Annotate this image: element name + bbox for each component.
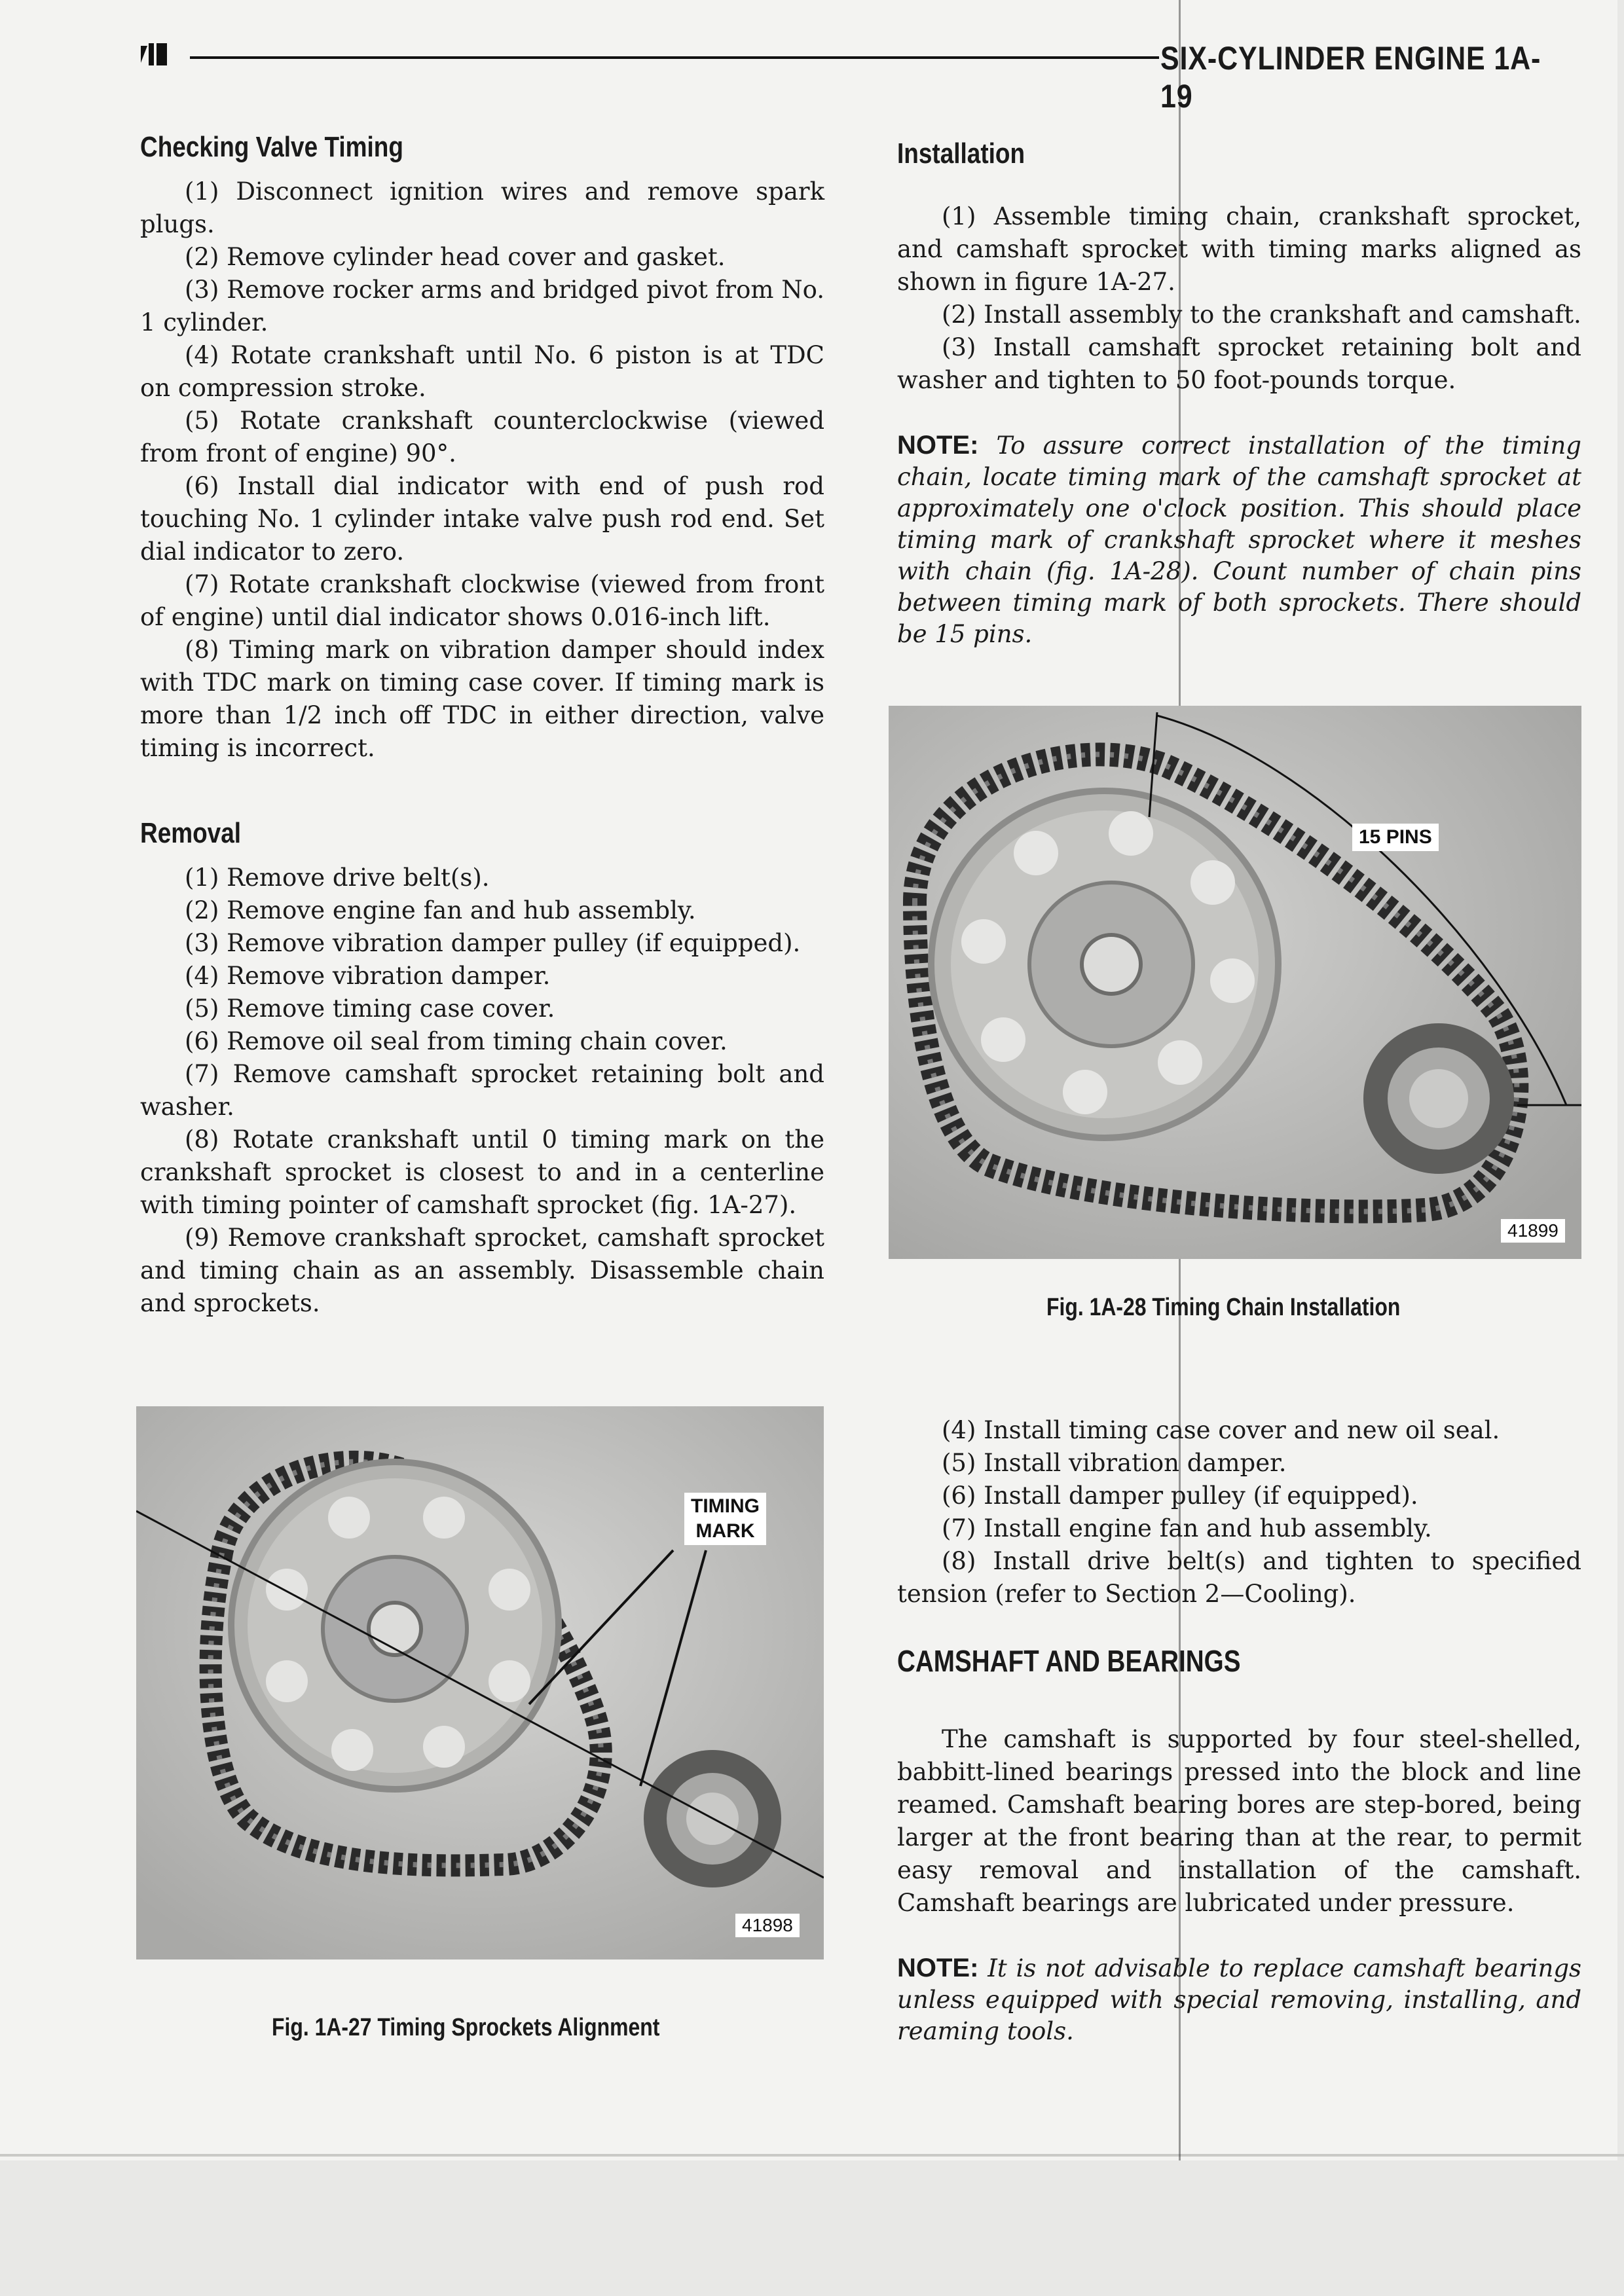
page-header-title: SIX-CYLINDER ENGINE 1A-19 bbox=[1160, 40, 1541, 115]
removal-step: (7) Remove camshaft sprocket retaining bolt and washer. bbox=[140, 1060, 824, 1121]
header-rule bbox=[190, 56, 1159, 59]
checking-step: (7) Rotate crankshaft clockwise (viewed from front of engine) until dial indicator shows 0.016-inch lift. bbox=[140, 570, 824, 631]
checking-step: (2) Remove cylinder head cover and gasket. bbox=[185, 243, 726, 271]
heading-removal: Removal bbox=[140, 817, 242, 849]
note-text: To assure correct installation of the timing chain, locate timing mark of the camshaft sprocket at approximately one o'clock position. This should place timing mark of crankshaft sprocket where it meshes with chain (fig. 1A-28). Count number of chain pins between timing mark of both sprockets. There should be 15 pins. bbox=[897, 431, 1581, 648]
callout-line: MARK bbox=[695, 1520, 755, 1542]
note-text: It is not advisable to replace camshaft bearings unless equipped with special removing, installing, and reaming tools. bbox=[897, 1954, 1581, 2045]
figure-number: 41899 bbox=[1501, 1219, 1565, 1243]
figure-timing-sprockets-alignment bbox=[136, 1406, 824, 1959]
installation-step: (8) Install drive belt(s) and tighten to specified tension (refer to Section 2—Cooling). bbox=[897, 1547, 1581, 1608]
callout-line: TIMING bbox=[691, 1495, 760, 1517]
left-column bbox=[140, 131, 824, 1320]
installation-step: (3) Install camshaft sprocket retaining bolt and washer and tighten to 50 foot-pounds torque. bbox=[897, 333, 1581, 394]
timing-note bbox=[897, 429, 1581, 650]
installation-step: (5) Install vibration damper. bbox=[942, 1449, 1287, 1477]
pin-count-callout: 15 PINS bbox=[1352, 824, 1439, 851]
camshaft-note bbox=[897, 1952, 1581, 2047]
checking-step: (4) Rotate crankshaft until No. 6 piston is at TDC on compression stroke. bbox=[140, 341, 824, 402]
note-label: NOTE: bbox=[897, 431, 979, 460]
figure-caption: Fig. 1A-27 Timing Sprockets Alignment bbox=[272, 2014, 660, 2041]
figure-caption: Fig. 1A-28 Timing Chain Installation bbox=[1046, 1294, 1401, 1321]
timing-sprockets-photo bbox=[136, 1406, 824, 1959]
checking-step: (3) Remove rocker arms and bridged pivot from No. 1 cylinder. bbox=[140, 276, 824, 337]
removal-step: (6) Remove oil seal from timing chain cover. bbox=[185, 1027, 728, 1055]
camshaft-paragraph: The camshaft is supported by four steel-shelled, babbitt-lined bearings pressed into the block and line reamed. Camshaft bearing bores are step-bored, being larger at the front bearing than at the rear, to permit easy removal and installation of the camshaft. Camshaft bearings are lubricated under pressure. bbox=[897, 1725, 1581, 1917]
note-label: NOTE: bbox=[897, 1954, 979, 1982]
checking-step: (6) Install dial indicator with end of push rod touching No. 1 cylinder intake valve push rod end. Set dial indicator to zero. bbox=[140, 472, 824, 566]
installation-step: (2) Install assembly to the crankshaft and camshaft. bbox=[942, 301, 1581, 329]
removal-step: (1) Remove drive belt(s). bbox=[185, 864, 490, 892]
removal-step: (2) Remove engine fan and hub assembly. bbox=[185, 896, 696, 924]
heading-installation: Installation bbox=[897, 137, 1025, 170]
heading-checking-valve-timing: Checking Valve Timing bbox=[140, 131, 403, 163]
timing-chain-photo bbox=[889, 706, 1581, 1259]
installation-step: (7) Install engine fan and hub assembly. bbox=[942, 1514, 1432, 1542]
removal-step: (9) Remove crankshaft sprocket, camshaft sprocket and timing chain as an assembly. Disassemble chain and sprockets. bbox=[140, 1224, 824, 1317]
checking-step: (1) Disconnect ignition wires and remove spark plugs. bbox=[140, 177, 824, 238]
right-column-lower bbox=[897, 1414, 1581, 2047]
checking-step: (8) Timing mark on vibration damper should index with TDC mark on timing case cover. If timing mark is more than 1/2 inch off TDC in either direction, valve timing is incorrect. bbox=[140, 636, 824, 762]
heading-camshaft-and-bearings: CAMSHAFT AND BEARINGS bbox=[897, 1644, 1241, 1678]
removal-step: (4) Remove vibration damper. bbox=[185, 962, 551, 990]
section-mark-icon bbox=[141, 41, 180, 67]
timing-mark-callout bbox=[684, 1493, 766, 1545]
checking-step: (5) Rotate crankshaft counterclockwise (viewed from front of engine) 90°. bbox=[140, 407, 824, 467]
removal-step: (5) Remove timing case cover. bbox=[185, 994, 555, 1023]
page-edge bbox=[0, 2154, 1624, 2157]
figure-timing-chain-installation bbox=[889, 706, 1581, 1259]
installation-step: (6) Install damper pulley (if equipped). bbox=[942, 1482, 1418, 1510]
removal-step: (8) Rotate crankshaft until 0 timing mark on the crankshaft sprocket is closest to and in a centerline with timing pointer of camshaft sprocket (fig. 1A-27). bbox=[140, 1125, 824, 1219]
removal-step: (3) Remove vibration damper pulley (if equipped). bbox=[185, 929, 801, 957]
installation-step: (4) Install timing case cover and new oil seal. bbox=[942, 1416, 1500, 1444]
figure-number: 41898 bbox=[735, 1914, 800, 1937]
right-column bbox=[897, 137, 1581, 650]
installation-step: (1) Assemble timing chain, crankshaft sprocket, and camshaft sprocket with timing marks aligned as shown in figure 1A-27. bbox=[897, 202, 1581, 296]
